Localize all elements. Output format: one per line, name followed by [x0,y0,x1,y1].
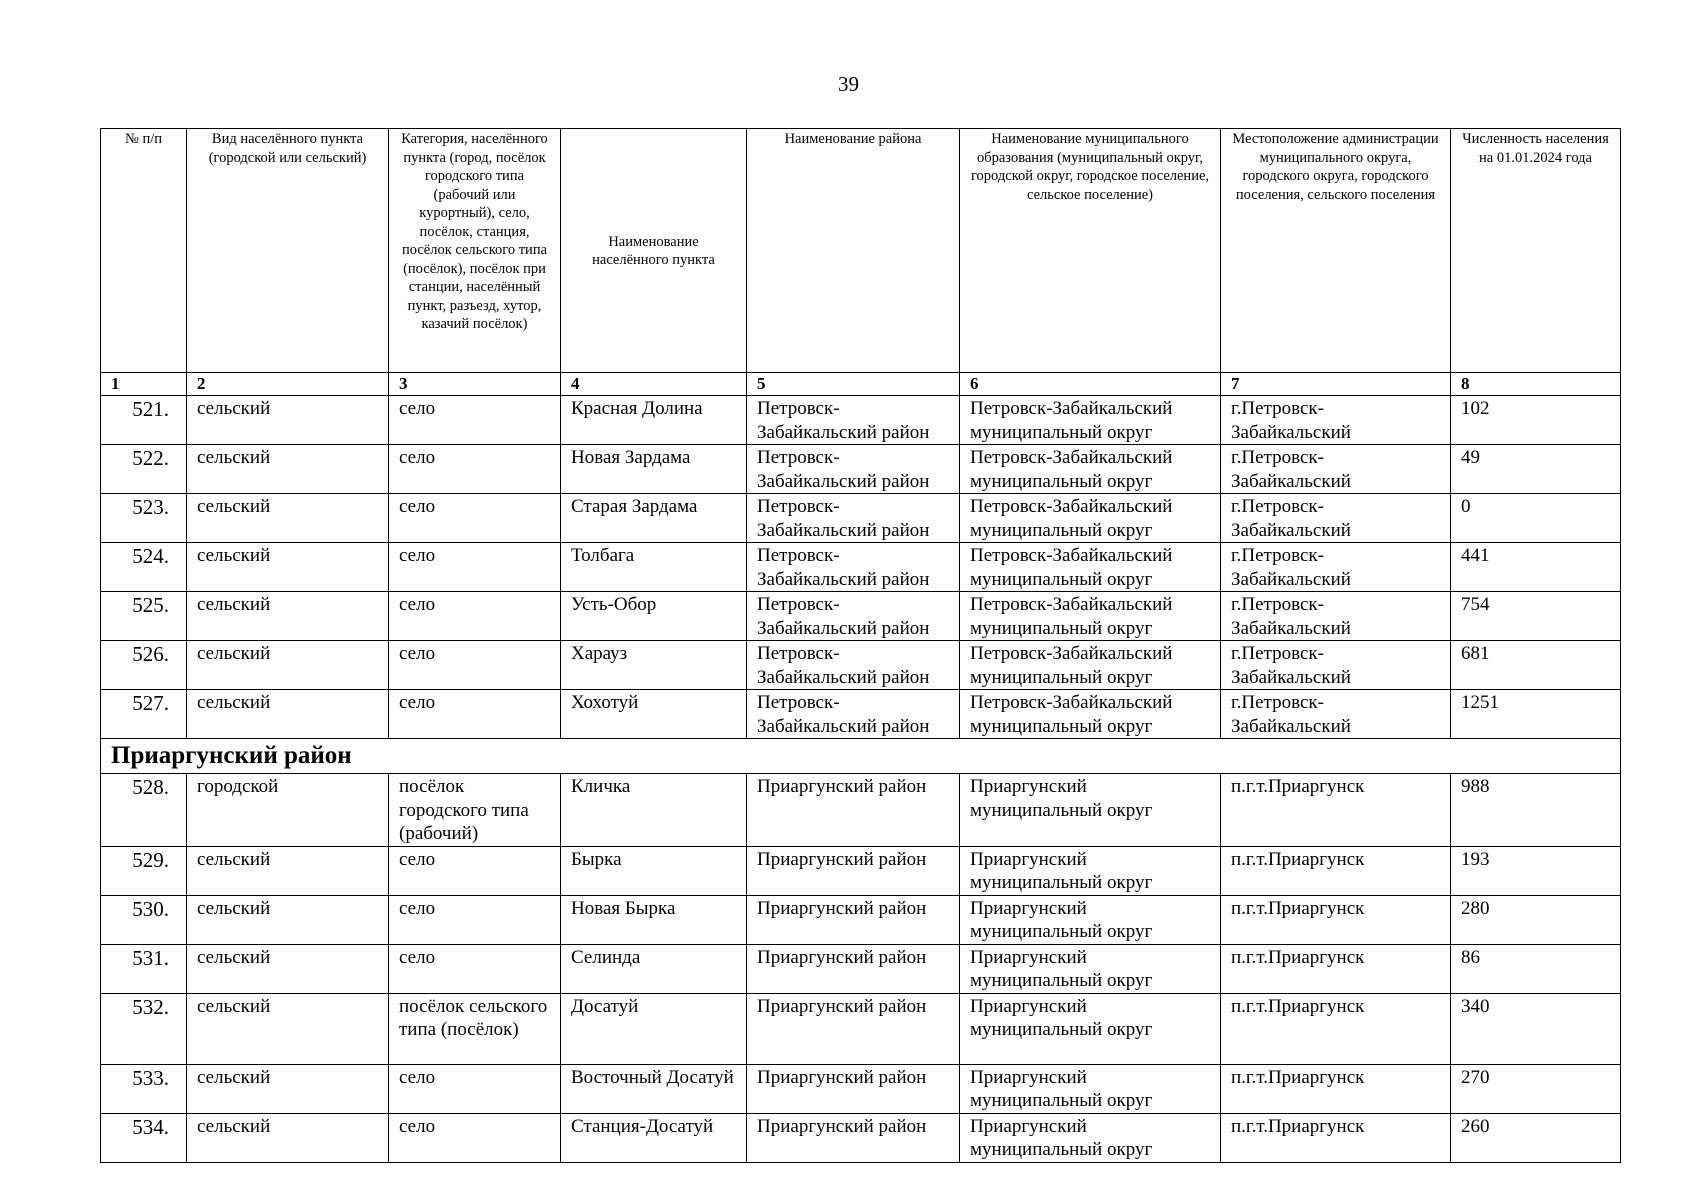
cell-municipality: Петровск-Забайкальский муниципальный округ [960,543,1221,592]
cell-municipality: Петровск-Забайкальский муниципальный округ [960,396,1221,445]
cell-num: 530. [101,895,187,944]
cell-type: сельский [187,1064,389,1113]
header-district: Наименование района [747,129,960,373]
cell-type: сельский [187,494,389,543]
cell-num: 521. [101,396,187,445]
cell-district: Приаргунский район [747,944,960,993]
cell-admin: г.Петровск-Забайкальский [1221,445,1451,494]
column-number: 4 [561,373,747,396]
cell-municipality: Приаргунский муниципальный округ [960,774,1221,847]
column-number: 5 [747,373,960,396]
cell-population: 102 [1451,396,1621,445]
cell-population: 193 [1451,846,1621,895]
cell-municipality: Приаргунский муниципальный округ [960,1064,1221,1113]
cell-num: 531. [101,944,187,993]
cell-category: село [389,445,561,494]
header-population: Численность населения на 01.01.2024 года [1451,129,1621,373]
table-row [101,690,1621,739]
cell-population: 1251 [1451,690,1621,739]
cell-admin: г.Петровск-Забайкальский [1221,494,1451,543]
column-number: 6 [960,373,1221,396]
cell-category: село [389,396,561,445]
cell-num: 533. [101,1064,187,1113]
cell-district: Петровск-Забайкальский район [747,396,960,445]
cell-admin: п.г.т.Приаргунск [1221,944,1451,993]
cell-num: 525. [101,592,187,641]
cell-type: сельский [187,944,389,993]
cell-category: посёлок городского типа (рабочий) [389,774,561,847]
cell-category: село [389,592,561,641]
table-row [101,895,1621,944]
table-row [101,543,1621,592]
table-row [101,396,1621,445]
section-row [101,739,1621,774]
header-category: Категория, населённого пункта (город, посёлок городского типа (рабочий или курортный), село, посёлок, станция, посёлок сельского типа (посёлок), посёлок при станции, населённый пункт, разъезд, хутор, казачий посёлок) [389,129,561,373]
cell-district: Приаргунский район [747,774,960,847]
cell-population: 270 [1451,1064,1621,1113]
cell-population: 280 [1451,895,1621,944]
cell-admin: г.Петровск-Забайкальский [1221,592,1451,641]
table-row [101,846,1621,895]
table-row [101,944,1621,993]
cell-district: Петровск-Забайкальский район [747,641,960,690]
column-number: 1 [101,373,187,396]
settlements-table [100,128,1621,1163]
cell-name: Новая Зардама [561,445,747,494]
cell-municipality: Приаргунский муниципальный округ [960,895,1221,944]
cell-name: Харауз [561,641,747,690]
cell-type: сельский [187,445,389,494]
cell-num: 528. [101,774,187,847]
cell-admin: п.г.т.Приаргунск [1221,895,1451,944]
cell-category: село [389,895,561,944]
cell-district: Петровск-Забайкальский район [747,494,960,543]
cell-category: село [389,944,561,993]
section-title: Приаргунский район [101,739,1621,774]
cell-population: 49 [1451,445,1621,494]
cell-category: село [389,494,561,543]
cell-municipality: Петровск-Забайкальский муниципальный округ [960,641,1221,690]
cell-population: 681 [1451,641,1621,690]
cell-num: 527. [101,690,187,739]
header-admin: Местоположение администрации муниципального округа, городского округа, городского поселения, сельского поселения [1221,129,1451,373]
cell-population: 340 [1451,993,1621,1064]
cell-category: село [389,846,561,895]
cell-name: Красная Долина [561,396,747,445]
cell-category: село [389,543,561,592]
cell-municipality: Петровск-Забайкальский муниципальный округ [960,445,1221,494]
cell-name: Кличка [561,774,747,847]
cell-name: Станция-Досатуй [561,1113,747,1162]
cell-category: село [389,1064,561,1113]
table-row [101,494,1621,543]
cell-type: сельский [187,993,389,1064]
column-number: 3 [389,373,561,396]
cell-district: Приаргунский район [747,895,960,944]
cell-num: 534. [101,1113,187,1162]
cell-type: сельский [187,690,389,739]
cell-admin: г.Петровск-Забайкальский [1221,396,1451,445]
cell-category: село [389,641,561,690]
cell-name: Усть-Обор [561,592,747,641]
table-header-row [101,129,1621,373]
cell-type: городской [187,774,389,847]
header-type: Вид населённого пункта (городской или сельский) [187,129,389,373]
cell-district: Приаргунский район [747,1064,960,1113]
cell-category: посёлок сельского типа (посёлок) [389,993,561,1064]
cell-district: Петровск-Забайкальский район [747,543,960,592]
column-number: 8 [1451,373,1621,396]
cell-category: село [389,1113,561,1162]
cell-district: Приаргунский район [747,1113,960,1162]
column-number-row [101,373,1621,396]
cell-district: Петровск-Забайкальский район [747,592,960,641]
cell-category: село [389,690,561,739]
cell-municipality: Приаргунский муниципальный округ [960,846,1221,895]
cell-num: 532. [101,993,187,1064]
cell-num: 526. [101,641,187,690]
table-row [101,774,1621,847]
cell-municipality: Приаргунский муниципальный округ [960,1113,1221,1162]
cell-num: 523. [101,494,187,543]
cell-admin: п.г.т.Приаргунск [1221,1064,1451,1113]
table-row [101,592,1621,641]
cell-admin: г.Петровск-Забайкальский [1221,690,1451,739]
cell-population: 754 [1451,592,1621,641]
cell-district: Приаргунский район [747,993,960,1064]
cell-municipality: Петровск-Забайкальский муниципальный округ [960,690,1221,739]
cell-municipality: Приаргунский муниципальный округ [960,993,1221,1064]
cell-name: Толбага [561,543,747,592]
cell-name: Восточный Досатуй [561,1064,747,1113]
cell-admin: п.г.т.Приаргунск [1221,774,1451,847]
cell-name: Бырка [561,846,747,895]
cell-population: 86 [1451,944,1621,993]
cell-name: Досатуй [561,993,747,1064]
page-number: 39 [838,72,859,96]
cell-population: 988 [1451,774,1621,847]
table-row [101,1113,1621,1162]
cell-type: сельский [187,543,389,592]
cell-type: сельский [187,846,389,895]
cell-name: Новая Бырка [561,895,747,944]
cell-type: сельский [187,1113,389,1162]
table-row [101,641,1621,690]
cell-municipality: Петровск-Забайкальский муниципальный округ [960,494,1221,543]
cell-admin: г.Петровск-Забайкальский [1221,543,1451,592]
cell-district: Приаргунский район [747,846,960,895]
cell-type: сельский [187,895,389,944]
cell-num: 529. [101,846,187,895]
cell-name: Хохотуй [561,690,747,739]
column-number: 7 [1221,373,1451,396]
header-name: Наименование населённого пункта [561,129,747,373]
header-municipality: Наименование муниципального образования (муниципальный округ, городской округ, городское поселение, сельское поселение) [960,129,1221,373]
cell-num: 522. [101,445,187,494]
cell-admin: г.Петровск-Забайкальский [1221,641,1451,690]
cell-num: 524. [101,543,187,592]
header-num: № п/п [101,129,187,373]
cell-district: Петровск-Забайкальский район [747,445,960,494]
cell-district: Петровск-Забайкальский район [747,690,960,739]
table-row [101,993,1621,1064]
cell-population: 441 [1451,543,1621,592]
cell-admin: п.г.т.Приаргунск [1221,993,1451,1064]
cell-name: Селинда [561,944,747,993]
cell-type: сельский [187,641,389,690]
table-row [101,1064,1621,1113]
cell-population: 260 [1451,1113,1621,1162]
cell-population: 0 [1451,494,1621,543]
cell-municipality: Приаргунский муниципальный округ [960,944,1221,993]
cell-type: сельский [187,396,389,445]
cell-type: сельский [187,592,389,641]
cell-municipality: Петровск-Забайкальский муниципальный округ [960,592,1221,641]
cell-admin: п.г.т.Приаргунск [1221,846,1451,895]
cell-admin: п.г.т.Приаргунск [1221,1113,1451,1162]
table-row [101,445,1621,494]
column-number: 2 [187,373,389,396]
cell-name: Старая Зардама [561,494,747,543]
